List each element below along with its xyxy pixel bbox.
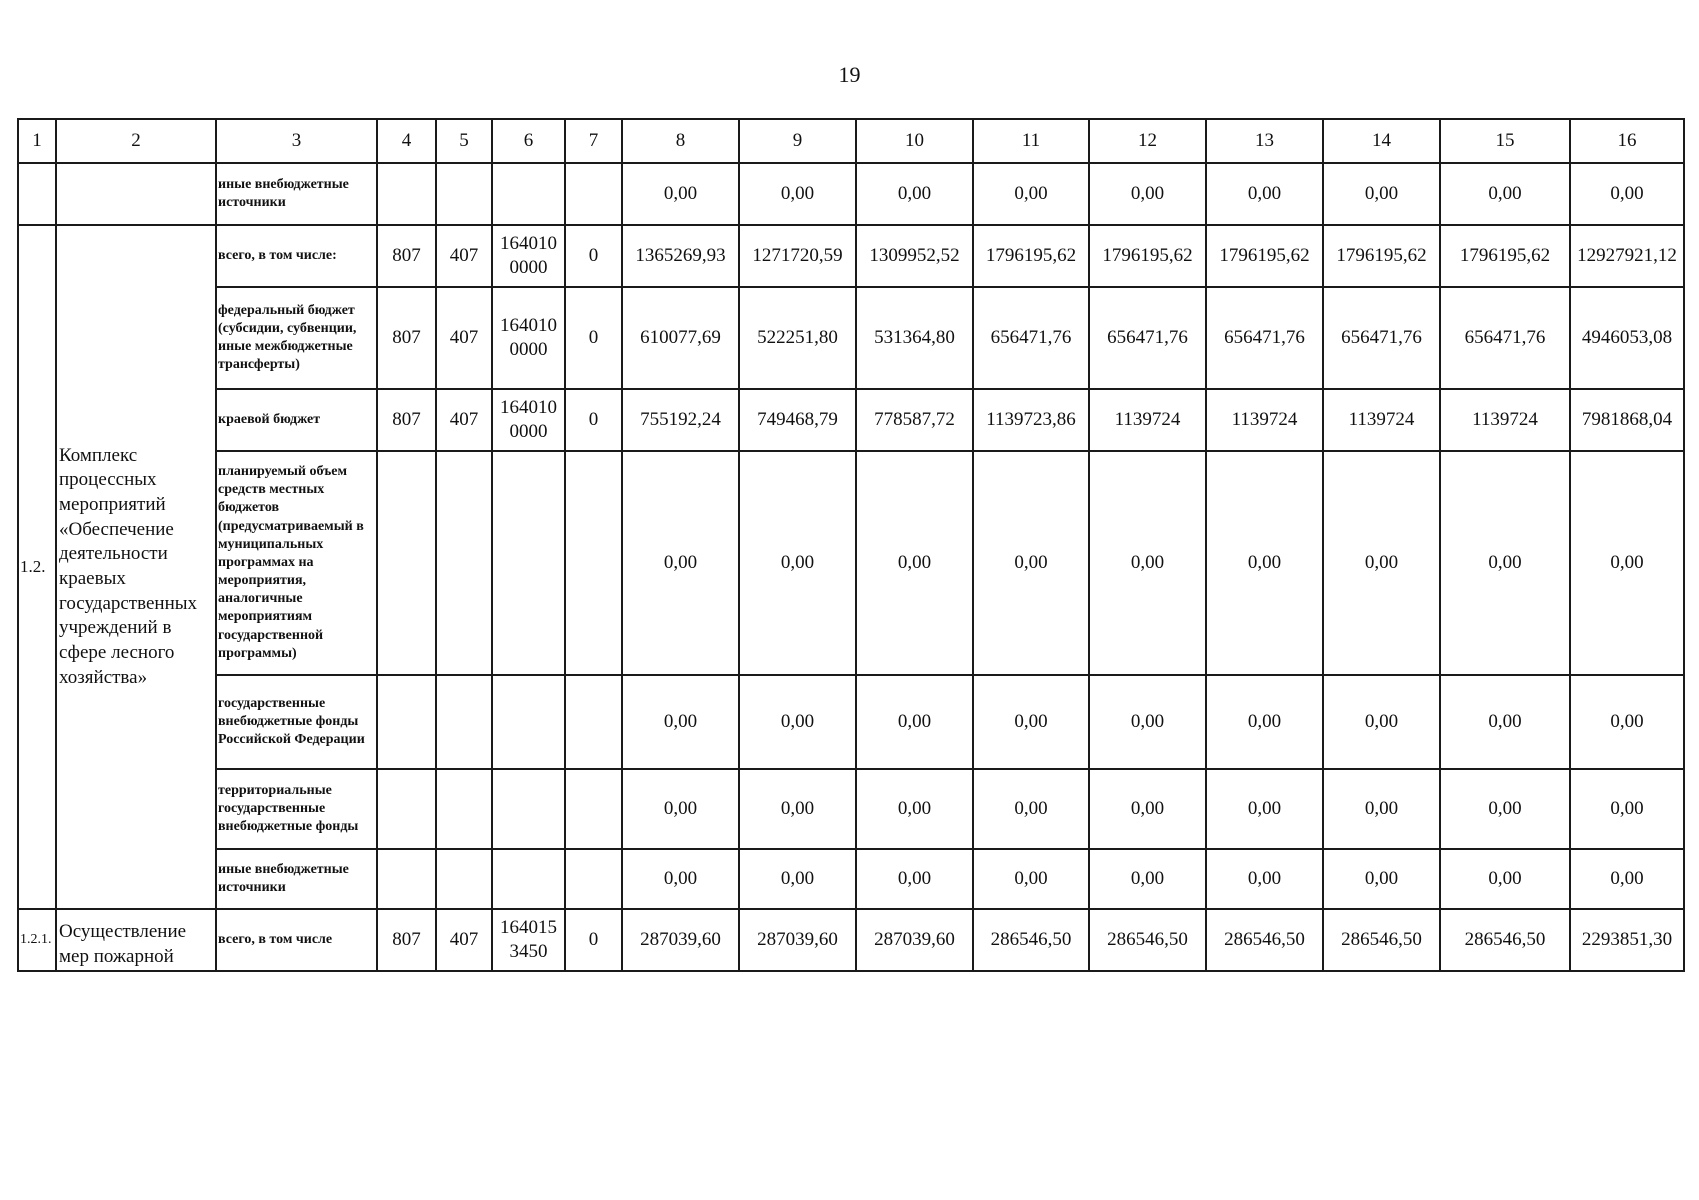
column-header-4: 4 <box>377 119 436 163</box>
header-row <box>18 119 1684 163</box>
amount-col-14: 0,00 <box>1323 163 1440 225</box>
funding-source: федеральный бюджет (субсидии, субвенции, иные межбюджетные трансферты) <box>216 287 377 389</box>
amount-col-9: 0,00 <box>739 849 856 909</box>
amount-col-14: 0,00 <box>1323 451 1440 675</box>
row-number-cell <box>18 163 56 225</box>
amount-col-15: 0,00 <box>1440 849 1570 909</box>
amount-col-14: 0,00 <box>1323 769 1440 849</box>
amount-col-10: 0,00 <box>856 769 973 849</box>
column-header-14: 14 <box>1323 119 1440 163</box>
code-col-7: 0 <box>565 389 622 451</box>
amount-col-9: 0,00 <box>739 451 856 675</box>
table-row <box>18 451 1684 675</box>
code-col-6 <box>492 909 565 971</box>
amount-col-9: 749468,79 <box>739 389 856 451</box>
funding-source: иные внебюджетные источники <box>216 849 377 909</box>
column-header-15: 15 <box>1440 119 1570 163</box>
amount-col-16: 0,00 <box>1570 451 1684 675</box>
amount-col-10: 287039,60 <box>856 909 973 971</box>
code-col-7: 0 <box>565 225 622 287</box>
amount-col-13: 1796195,62 <box>1206 225 1323 287</box>
amount-col-13: 0,00 <box>1206 849 1323 909</box>
amount-col-15: 1796195,62 <box>1440 225 1570 287</box>
code-col-5: 407 <box>436 389 492 451</box>
amount-col-10: 0,00 <box>856 675 973 769</box>
amount-col-15: 0,00 <box>1440 163 1570 225</box>
amount-col-9: 1271720,59 <box>739 225 856 287</box>
column-header-9: 9 <box>739 119 856 163</box>
amount-col-16: 0,00 <box>1570 769 1684 849</box>
amount-col-16: 2293851,30 <box>1570 909 1684 971</box>
code-col-4 <box>377 675 436 769</box>
code-col-6 <box>492 849 565 909</box>
group-name: Комплекс процессных мероприятий «Обеспечение деятельности краевых государственных учреждений в сфере лесного хозяйства» <box>56 225 216 909</box>
code-col-4: 807 <box>377 909 436 971</box>
column-header-7: 7 <box>565 119 622 163</box>
column-header-12: 12 <box>1089 119 1206 163</box>
table-row <box>18 769 1684 849</box>
amount-col-10: 0,00 <box>856 451 973 675</box>
code-col-7 <box>565 849 622 909</box>
amount-col-12: 656471,76 <box>1089 287 1206 389</box>
code-col-7: 0 <box>565 287 622 389</box>
column-header-16: 16 <box>1570 119 1684 163</box>
amount-col-11: 286546,50 <box>973 909 1089 971</box>
amount-col-13: 0,00 <box>1206 451 1323 675</box>
amount-col-12: 1796195,62 <box>1089 225 1206 287</box>
code-col-4 <box>377 163 436 225</box>
column-header-3: 3 <box>216 119 377 163</box>
amount-col-9: 0,00 <box>739 769 856 849</box>
amount-col-8: 0,00 <box>622 675 739 769</box>
code-col-5: 407 <box>436 225 492 287</box>
code-col-4 <box>377 769 436 849</box>
amount-col-14: 1796195,62 <box>1323 225 1440 287</box>
code-col-6-line-2: 0000 <box>509 339 548 360</box>
funding-source: всего, в том числе: <box>216 225 377 287</box>
amount-col-14: 0,00 <box>1323 849 1440 909</box>
table-row <box>18 163 1684 225</box>
amount-col-10: 531364,80 <box>856 287 973 389</box>
amount-col-13: 0,00 <box>1206 769 1323 849</box>
amount-col-8: 0,00 <box>622 769 739 849</box>
amount-col-10: 0,00 <box>856 849 973 909</box>
budget-table <box>17 118 1685 972</box>
amount-col-9: 522251,80 <box>739 287 856 389</box>
column-header-11: 11 <box>973 119 1089 163</box>
table-row <box>18 225 1684 287</box>
amount-col-16: 0,00 <box>1570 849 1684 909</box>
amount-col-13: 1139724 <box>1206 389 1323 451</box>
table-row <box>18 849 1684 909</box>
amount-col-8: 610077,69 <box>622 287 739 389</box>
amount-col-12: 0,00 <box>1089 163 1206 225</box>
table-row <box>18 909 1684 971</box>
amount-col-13: 286546,50 <box>1206 909 1323 971</box>
code-col-6 <box>492 163 565 225</box>
subgroup-number: 1.2.1. <box>18 909 56 971</box>
amount-col-8: 0,00 <box>622 849 739 909</box>
amount-col-11: 0,00 <box>973 451 1089 675</box>
code-col-6-line-2: 0000 <box>509 421 548 442</box>
amount-col-9: 0,00 <box>739 163 856 225</box>
funding-source: государственные внебюджетные фонды Российской Федерации <box>216 675 377 769</box>
amount-col-12: 0,00 <box>1089 451 1206 675</box>
code-col-4 <box>377 849 436 909</box>
column-header-10: 10 <box>856 119 973 163</box>
amount-col-9: 287039,60 <box>739 909 856 971</box>
code-col-6-line-2: 0000 <box>509 257 548 278</box>
amount-col-8: 1365269,93 <box>622 225 739 287</box>
code-col-7 <box>565 675 622 769</box>
code-col-6 <box>492 769 565 849</box>
code-col-6-line-1: 164010 <box>500 397 557 419</box>
amount-col-16: 12927921,12 <box>1570 225 1684 287</box>
column-header-1: 1 <box>18 119 56 163</box>
code-col-7 <box>565 163 622 225</box>
amount-col-8: 287039,60 <box>622 909 739 971</box>
code-col-6-line-1: 164010 <box>500 315 557 337</box>
amount-col-11: 0,00 <box>973 675 1089 769</box>
funding-source: иные внебюджетные источники <box>216 163 377 225</box>
amount-col-16: 0,00 <box>1570 163 1684 225</box>
amount-col-13: 0,00 <box>1206 163 1323 225</box>
code-col-4 <box>377 451 436 675</box>
column-header-2: 2 <box>56 119 216 163</box>
funding-source: всего, в том числе <box>216 909 377 971</box>
code-col-7 <box>565 769 622 849</box>
code-col-6-line-1: 164015 <box>500 917 557 939</box>
amount-col-11: 0,00 <box>973 769 1089 849</box>
table-row <box>18 287 1684 389</box>
code-col-5: 407 <box>436 287 492 389</box>
amount-col-15: 656471,76 <box>1440 287 1570 389</box>
amount-col-15: 286546,50 <box>1440 909 1570 971</box>
amount-col-9: 0,00 <box>739 675 856 769</box>
amount-col-14: 1139724 <box>1323 389 1440 451</box>
amount-col-10: 0,00 <box>856 163 973 225</box>
amount-col-16: 4946053,08 <box>1570 287 1684 389</box>
code-col-4: 807 <box>377 389 436 451</box>
amount-col-13: 656471,76 <box>1206 287 1323 389</box>
amount-col-15: 1139724 <box>1440 389 1570 451</box>
code-col-5 <box>436 849 492 909</box>
amount-col-11: 0,00 <box>973 163 1089 225</box>
funding-source: планируемый объем средств местных бюджетов (предусматриваемый в муниципальных программах на мероприятия, аналогичные мероприятиям государственной программы) <box>216 451 377 675</box>
amount-col-11: 1796195,62 <box>973 225 1089 287</box>
table-row <box>18 675 1684 769</box>
amount-col-8: 0,00 <box>622 163 739 225</box>
column-header-5: 5 <box>436 119 492 163</box>
amount-col-11: 0,00 <box>973 849 1089 909</box>
amount-col-12: 286546,50 <box>1089 909 1206 971</box>
amount-col-10: 1309952,52 <box>856 225 973 287</box>
group-number: 1.2. <box>18 225 56 909</box>
amount-col-16: 7981868,04 <box>1570 389 1684 451</box>
column-header-6: 6 <box>492 119 565 163</box>
column-header-8: 8 <box>622 119 739 163</box>
code-col-6 <box>492 451 565 675</box>
page-number: 19 <box>838 62 861 87</box>
amount-col-16: 0,00 <box>1570 675 1684 769</box>
amount-col-14: 656471,76 <box>1323 287 1440 389</box>
code-col-6 <box>492 675 565 769</box>
amount-col-15: 0,00 <box>1440 769 1570 849</box>
code-col-5 <box>436 451 492 675</box>
code-col-6-line-2: 3450 <box>509 941 548 962</box>
amount-col-13: 0,00 <box>1206 675 1323 769</box>
code-col-5 <box>436 675 492 769</box>
subgroup-name: Осуществление мер пожарной <box>56 909 216 971</box>
amount-col-15: 0,00 <box>1440 451 1570 675</box>
amount-col-12: 1139724 <box>1089 389 1206 451</box>
funding-source: территориальные государственные внебюджетные фонды <box>216 769 377 849</box>
amount-col-12: 0,00 <box>1089 849 1206 909</box>
column-header-13: 13 <box>1206 119 1323 163</box>
table-row <box>18 389 1684 451</box>
code-col-6 <box>492 389 565 451</box>
code-col-4: 807 <box>377 287 436 389</box>
row-name-cell <box>56 163 216 225</box>
amount-col-8: 755192,24 <box>622 389 739 451</box>
code-col-5 <box>436 769 492 849</box>
amount-col-8: 0,00 <box>622 451 739 675</box>
code-col-5: 407 <box>436 909 492 971</box>
code-col-7: 0 <box>565 909 622 971</box>
amount-col-10: 778587,72 <box>856 389 973 451</box>
amount-col-12: 0,00 <box>1089 769 1206 849</box>
amount-col-15: 0,00 <box>1440 675 1570 769</box>
amount-col-14: 286546,50 <box>1323 909 1440 971</box>
funding-source: краевой бюджет <box>216 389 377 451</box>
amount-col-11: 656471,76 <box>973 287 1089 389</box>
code-col-5 <box>436 163 492 225</box>
code-col-6 <box>492 287 565 389</box>
code-col-6-line-1: 164010 <box>500 233 557 255</box>
amount-col-11: 1139723,86 <box>973 389 1089 451</box>
amount-col-12: 0,00 <box>1089 675 1206 769</box>
code-col-6 <box>492 225 565 287</box>
code-col-7 <box>565 451 622 675</box>
amount-col-14: 0,00 <box>1323 675 1440 769</box>
code-col-4: 807 <box>377 225 436 287</box>
